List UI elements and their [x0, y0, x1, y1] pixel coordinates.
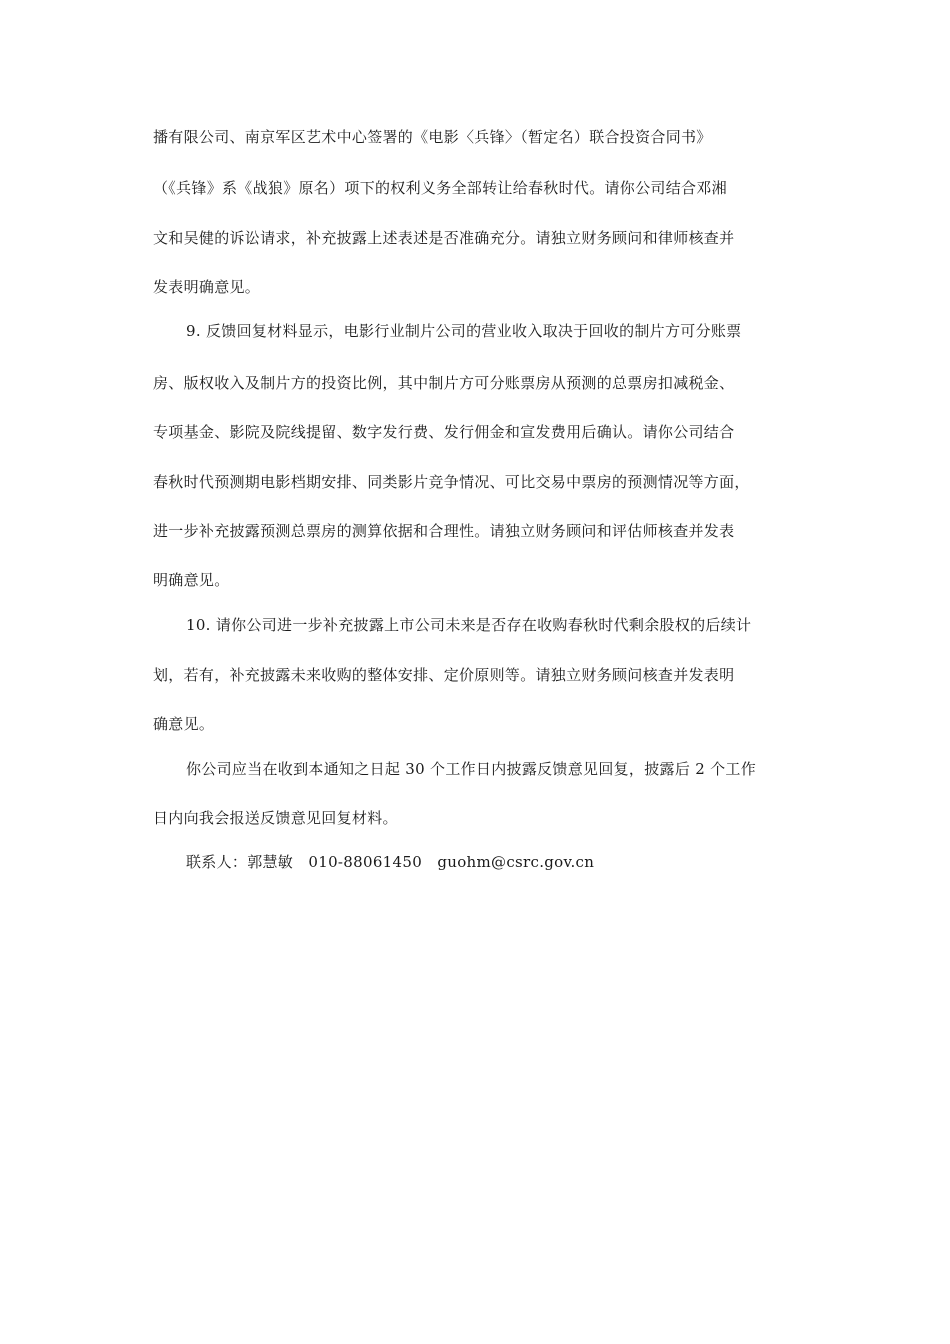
text-line: （《兵锋》系《战狼》原名）项下的权利义务全部转让给春秋时代。请你公司结合邓湘 [153, 179, 727, 197]
text-line: 划，若有，补充披露未来收购的整体安排、定价原则等。请独立财务顾问核查并发表明 [153, 666, 735, 684]
text-line: 9. 反馈回复材料显示，电影行业制片公司的营业收入取决于回收的制片方可分账票 [186, 322, 742, 340]
text-line: 你公司应当在收到本通知之日起 30 个工作日内披露反馈意见回复，披露后 2 个工作 [186, 760, 757, 778]
text-line: 发表明确意见。 [153, 278, 261, 296]
text-line: 明确意见。 [153, 571, 230, 589]
text-line: 播有限公司、南京军区艺术中心签署的《电影〈兵锋〉（暂定名）联合投资合同书》 [153, 128, 712, 146]
text-line: 日内向我会报送反馈意见回复材料。 [153, 809, 398, 827]
text-line: 10. 请你公司进一步补充披露上市公司未来是否存在收购春秋时代剩余股权的后续计 [186, 616, 752, 634]
text-line: 春秋时代预测期电影档期安排、同类影片竞争情况、可比交易中票房的预测情况等方面， [153, 473, 750, 491]
contact-line: 联系人：郭慧敏 010-88061450 guohm@csrc.gov.cn [186, 853, 595, 871]
text-line: 文和吴健的诉讼请求，补充披露上述表述是否准确充分。请独立财务顾问和律师核查并 [153, 229, 735, 247]
text-line: 确意见。 [153, 715, 215, 733]
text-line: 房、版权收入及制片方的投资比例，其中制片方可分账票房从预测的总票房扣减税金、 [153, 374, 735, 392]
text-line: 专项基金、影院及院线提留、数字发行费、发行佣金和宣发费用后确认。请你公司结合 [153, 423, 735, 441]
text-line: 进一步补充披露预测总票房的测算依据和合理性。请独立财务顾问和评估师核查并发表 [153, 522, 735, 540]
